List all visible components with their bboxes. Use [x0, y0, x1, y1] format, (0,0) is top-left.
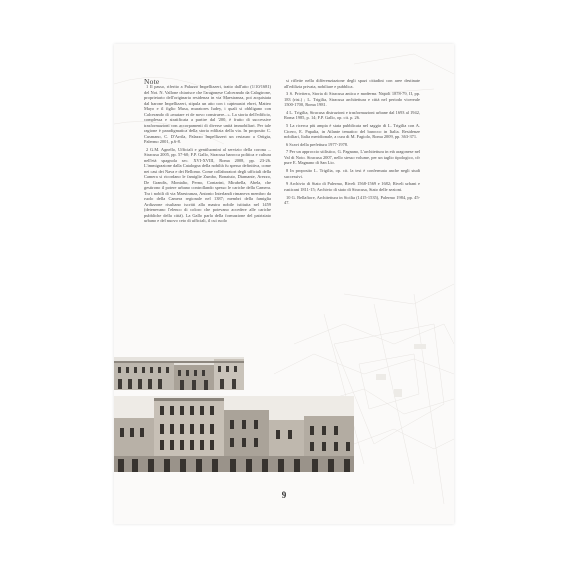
facade-photo-small: [114, 357, 244, 390]
note-paragraph: 5 La ricerca più ampia è stata pubblicata nel saggio di L. Trigilia con A. Cicero, E. Papalia, in Atlante tematico del barocco in Italia. Residenze nobiliari, Italia meridionale, a cura di M. Fagiolo, Roma 2009, pp. 363-371.: [284, 123, 420, 140]
page-number: 9: [281, 490, 287, 500]
note-paragraph: 8 In proposito L. Trigilia, op. cit. la tesi è confermata anche negli studi successivi.: [284, 168, 420, 179]
note-paragraph: 9 Archivio di Stato di Palermo, Riveli 1568-1569 e 1682; Riveli urbani e rusticani 1811-15; Archivio di stato di Siracusa, Stato delle sezioni.: [284, 181, 420, 192]
note-paragraph: 10 G. Bellafiore, Architettura in Sicilia (1415-1535), Palermo 1984, pp. 45-47.: [284, 194, 420, 205]
facade-photo-large: [114, 396, 354, 472]
note-paragraph: 1 Il passo, riferito a Palazzo Impellizzeri, tratto dall'atto (1/10/1681) del Not. N. Vallone chiarisce che l'aragonese Calcerando da Calagirone, proprietario dell'originaria residenza in via Maestranza, poi acquistata dal barone Impellizzeri, stipula un atto con i capimastri ebrei, Matteo Mayo e il figlio Musa, muratores Iudey, i quali si obbligano con Calcerando di «mutare et de novo construere...». La storia dell'edificio, complessa e stratificata a partire dal '200, è frutto di successive trasformazioni con accorpamenti di diverse unità immobiliari. Per tale ragione è paradigmatica della storia edilizia della via. In proposito C. Cusmano, C. D'Arrila, Palazzo Impellizzeri un restauro a Ortigia, Palermo 2001, p.6-8.: [144, 84, 271, 144]
note-paragraph: 2 G.M. Agnello, Ufficiali e gentiluomini al servizio della corona ... Siracusa 2005, pp. 57-60; F.P. Gallo, Siracusa barocca politica e cultura nell'età spagnola sec. XVI-XVIII, Roma 2008, pp. 23-26. L'immigrazione dalla Catalogna della nobiltà fu spesso definitiva, come nei casi dei Nava e dei Bellomo. Come collaboratori degli ufficiali della Camera si ricordano le famiglie Zumbo, Bonaiuto, Diamante, Arezzo, De Grandis, Montalto, Perno, Contarini, Mirabella, Abela, che gestirono il potere urbano controllando spesso le cariche della Camera. Tra i nobili di via Maestranza, Antonio Interlandi rimaneva membro da ruolo della Camera regionale nel 1387; membri della famiglia Ardizzone risultano iscritti alla mastra nobile istituita nel 1459 (detenevano l'elenco di coloro che potevano accedere alle cariche pubbliche della città). La Gallo parla della formazione del patriziato urbano e del nuovo ceto di ufficiali, il cui ruolo: [144, 146, 271, 224]
notes-heading: Note: [144, 77, 160, 86]
note-paragraph: 4 L. Trigilia, Siracusa distruzioni e trasformazioni urbane dal 1693 al 1942, Roma 1985, p. 14; F.P. Gallo, op. cit. p. 26.: [284, 109, 420, 121]
notes-column-right: [284, 78, 420, 208]
note-paragraph: 7 Per un approccio stilistico, G. Pagnano, L'architettura in età aragonese nel Val di Noto. Siracusa 2007, nello stesso volume, per un taglio tipologico, cfr pure E. Magnano di San Lio.: [284, 149, 420, 166]
note-paragraph: si riflette nella differenziazione degli spazi cittadini con aree destinate all'edilizia privata, nobiliare e pubblica.: [284, 78, 420, 89]
notes-column-left: [144, 84, 271, 226]
document-page: [114, 44, 454, 524]
note-paragraph: 6 Scavi della prefettura 1977-1978.: [286, 141, 349, 147]
note-paragraph: 3 S. Privitera, Storia di Siracusa antica e moderna. Napoli 1878-79, II, pp. 183 (rist.) ; L. Trigilia, Siracusa architettura e città nel periodo vicereale 1500-1700, Roma 1981.: [284, 91, 420, 108]
